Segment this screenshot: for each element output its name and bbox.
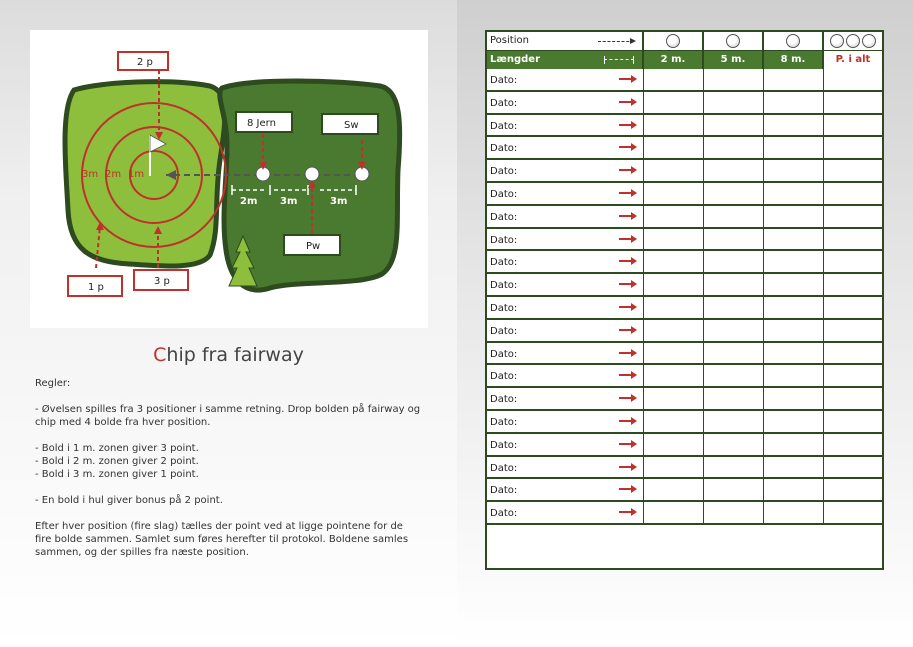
red-arrow-icon (619, 352, 633, 354)
score-cell[interactable] (824, 160, 882, 181)
dashed-arrow-icon (598, 41, 634, 42)
red-arrow-icon (619, 374, 633, 376)
score-cell[interactable] (824, 479, 882, 500)
score-cell[interactable] (644, 69, 704, 90)
score-cell[interactable] (704, 92, 764, 113)
score-cell[interactable] (644, 92, 704, 113)
score-cell[interactable] (704, 320, 764, 341)
date-cell[interactable] (487, 343, 644, 364)
score-cell[interactable] (704, 137, 764, 158)
ball-pw (305, 167, 319, 181)
score-cell[interactable] (704, 388, 764, 409)
position-header-row (487, 32, 882, 51)
distance-label-1: 2m (240, 196, 258, 207)
red-arrow-icon (619, 238, 633, 240)
score-cell[interactable] (644, 479, 704, 500)
date-cell[interactable] (487, 206, 644, 227)
date-cell[interactable] (487, 137, 644, 158)
date-cell[interactable] (487, 502, 644, 523)
score-cell[interactable] (764, 365, 824, 386)
score-cell[interactable] (704, 69, 764, 90)
score-cell[interactable] (644, 320, 704, 341)
score-cell[interactable] (764, 434, 824, 455)
date-label: Dato: (490, 485, 518, 497)
score-cell[interactable] (764, 251, 824, 272)
score-row (487, 502, 882, 525)
date-cell[interactable] (487, 251, 644, 272)
position-label: Position (490, 35, 529, 46)
ring-label-2m: 2m (105, 169, 122, 180)
golf-ball-icon (666, 34, 680, 48)
score-cell[interactable] (764, 274, 824, 295)
score-cell[interactable] (824, 183, 882, 204)
date-label: Dato: (490, 211, 518, 223)
rules-heading: Regler: (35, 378, 71, 389)
label-8jern: 8 Jern (247, 118, 276, 129)
date-cell[interactable] (487, 183, 644, 204)
score-row (487, 115, 882, 138)
golf-ball-icon (846, 34, 860, 48)
date-cell[interactable] (487, 457, 644, 478)
score-table (485, 30, 884, 570)
score-row (487, 274, 882, 297)
label-2p: 2 p (137, 57, 153, 68)
red-arrow-icon (619, 329, 633, 331)
red-arrow-icon (619, 260, 633, 262)
score-cell[interactable] (824, 115, 882, 136)
label-3p: 3 p (154, 276, 170, 287)
date-label: Dato: (490, 508, 518, 520)
label-1p: 1 p (88, 282, 104, 293)
score-cell[interactable] (764, 343, 824, 364)
score-row (487, 479, 882, 502)
score-cell[interactable] (824, 251, 882, 272)
date-label: Dato: (490, 416, 518, 428)
score-row (487, 137, 882, 160)
red-arrow-icon (619, 306, 633, 308)
rules-text (35, 377, 430, 572)
rules-intro: - Øvelsen spilles fra 3 positioner i samme retning. Drop bolden på fairway og chip med 4 bolde fra hver position. (35, 404, 421, 428)
date-label: Dato: (490, 143, 518, 155)
score-cell[interactable] (704, 274, 764, 295)
score-cell[interactable] (824, 365, 882, 386)
red-arrow-icon (619, 78, 633, 80)
score-row (487, 251, 882, 274)
date-label: Dato: (490, 257, 518, 269)
score-cell[interactable] (824, 274, 882, 295)
red-arrow-icon (619, 192, 633, 194)
date-label: Dato: (490, 234, 518, 246)
score-cell[interactable] (764, 411, 824, 432)
date-label: Dato: (490, 97, 518, 109)
score-cell[interactable] (764, 229, 824, 250)
score-cell[interactable] (704, 160, 764, 181)
date-label: Dato: (490, 371, 518, 383)
score-row (487, 434, 882, 457)
date-label: Dato: (490, 280, 518, 292)
red-arrow-icon (619, 215, 633, 217)
date-label: Dato: (490, 325, 518, 337)
score-row (487, 343, 882, 366)
score-cell[interactable] (644, 457, 704, 478)
score-cell[interactable] (764, 479, 824, 500)
date-cell[interactable] (487, 434, 644, 455)
golf-ball-icon (862, 34, 876, 48)
date-label: Dato: (490, 302, 518, 314)
score-row (487, 160, 882, 183)
date-cell[interactable] (487, 411, 644, 432)
score-cell[interactable] (764, 92, 824, 113)
red-arrow-icon (619, 511, 633, 513)
lengths-header-row (487, 51, 882, 69)
distance-label-2: 3m (280, 196, 298, 207)
score-cell[interactable] (644, 388, 704, 409)
rules-points: - Bold i 1 m. zonen giver 3 point. - Bold i 2 m. zonen giver 2 point. - Bold i 3 m. zonen giver 1 point. (35, 443, 199, 480)
score-cell[interactable] (764, 457, 824, 478)
score-cell[interactable] (704, 502, 764, 523)
page-title: Chip fra fairway (153, 344, 304, 366)
score-cell[interactable] (644, 297, 704, 318)
red-arrow-icon (619, 397, 633, 399)
score-cell[interactable] (704, 297, 764, 318)
rules-after: Efter hver position (fire slag) tælles der point ved at ligge pointene for de fire bolde sammen. Samlet sum føres herefter til protokol. Boldene samles sammen, og der spilles fra næste position. (35, 521, 409, 558)
score-cell[interactable] (704, 479, 764, 500)
score-cell[interactable] (824, 320, 882, 341)
ring-label-1m: 1m (128, 169, 145, 180)
score-cell[interactable] (644, 502, 704, 523)
date-cell[interactable] (487, 365, 644, 386)
date-cell[interactable] (487, 115, 644, 136)
score-cell[interactable] (644, 229, 704, 250)
score-cell[interactable] (764, 297, 824, 318)
score-cell[interactable] (704, 206, 764, 227)
score-rows (487, 69, 882, 561)
score-row (487, 229, 882, 252)
date-cell[interactable] (487, 274, 644, 295)
red-arrow-icon (619, 169, 633, 171)
date-cell[interactable] (487, 69, 644, 90)
date-cell[interactable] (487, 160, 644, 181)
score-cell[interactable] (644, 160, 704, 181)
date-cell[interactable] (487, 388, 644, 409)
score-cell[interactable] (704, 115, 764, 136)
score-cell[interactable] (704, 343, 764, 364)
column-5m: 5 m. (720, 54, 746, 65)
ring-label-3m: 3m (82, 169, 99, 180)
golf-ball-icon (830, 34, 844, 48)
date-label: Dato: (490, 166, 518, 178)
column-total: P. i alt (835, 54, 871, 65)
score-cell[interactable] (704, 183, 764, 204)
score-row (487, 365, 882, 388)
score-cell[interactable] (764, 388, 824, 409)
score-cell[interactable] (824, 411, 882, 432)
red-arrow-icon (619, 283, 633, 285)
score-cell[interactable] (644, 411, 704, 432)
score-cell[interactable] (824, 434, 882, 455)
score-cell[interactable] (704, 229, 764, 250)
score-cell[interactable] (764, 137, 824, 158)
score-cell[interactable] (824, 69, 882, 90)
red-arrow-icon (619, 101, 633, 103)
date-label: Dato: (490, 439, 518, 451)
red-arrow-icon (619, 443, 633, 445)
course-diagram (30, 30, 428, 328)
score-cell[interactable] (644, 343, 704, 364)
score-cell[interactable] (644, 183, 704, 204)
date-label: Dato: (490, 348, 518, 360)
score-cell[interactable] (764, 69, 824, 90)
score-cell[interactable] (824, 229, 882, 250)
score-cell[interactable] (824, 137, 882, 158)
red-arrow-icon (619, 466, 633, 468)
score-cell[interactable] (764, 183, 824, 204)
score-row (487, 69, 882, 92)
score-cell[interactable] (824, 206, 882, 227)
date-cell[interactable] (487, 479, 644, 500)
score-cell[interactable] (824, 343, 882, 364)
date-cell[interactable] (487, 92, 644, 113)
golf-ball-icon (786, 34, 800, 48)
score-cell[interactable] (644, 365, 704, 386)
date-label: Dato: (490, 394, 518, 406)
score-cell[interactable] (704, 411, 764, 432)
score-cell[interactable] (704, 251, 764, 272)
score-cell[interactable] (764, 160, 824, 181)
score-cell[interactable] (764, 206, 824, 227)
score-cell[interactable] (644, 251, 704, 272)
empty-notes-area[interactable] (487, 525, 882, 561)
score-cell[interactable] (764, 115, 824, 136)
score-cell[interactable] (644, 137, 704, 158)
score-cell[interactable] (704, 365, 764, 386)
score-cell[interactable] (644, 115, 704, 136)
column-2m: 2 m. (660, 54, 686, 65)
score-cell[interactable] (644, 434, 704, 455)
date-label: Dato: (490, 188, 518, 200)
date-label: Dato: (490, 75, 518, 86)
score-cell[interactable] (824, 92, 882, 113)
column-8m: 8 m. (780, 54, 806, 65)
score-cell[interactable] (764, 502, 824, 523)
score-row (487, 388, 882, 411)
diagram-svg (30, 30, 428, 328)
score-cell[interactable] (764, 320, 824, 341)
score-cell[interactable] (824, 502, 882, 523)
rules-bonus: - En bold i hul giver bonus på 2 point. (35, 495, 223, 506)
score-row (487, 320, 882, 343)
length-marker-icon (604, 59, 634, 60)
red-arrow-icon (619, 146, 633, 148)
score-row (487, 457, 882, 480)
lengths-label: Længder (490, 54, 540, 65)
red-arrow-icon (619, 420, 633, 422)
score-row (487, 297, 882, 320)
golf-ball-icon (726, 34, 740, 48)
date-cell[interactable] (487, 229, 644, 250)
score-cell[interactable] (704, 434, 764, 455)
date-cell[interactable] (487, 320, 644, 341)
score-cell[interactable] (824, 457, 882, 478)
red-arrow-icon (619, 488, 633, 490)
score-row (487, 411, 882, 434)
score-cell[interactable] (644, 206, 704, 227)
red-arrow-icon (619, 124, 633, 126)
score-row (487, 206, 882, 229)
score-cell[interactable] (704, 457, 764, 478)
label-pw: Pw (306, 241, 321, 252)
score-cell[interactable] (644, 274, 704, 295)
date-cell[interactable] (487, 297, 644, 318)
score-row (487, 92, 882, 115)
score-cell[interactable] (824, 297, 882, 318)
score-row (487, 183, 882, 206)
score-cell[interactable] (824, 388, 882, 409)
date-label: Dato: (490, 462, 518, 474)
distance-label-3: 3m (330, 196, 348, 207)
date-label: Dato: (490, 120, 518, 132)
label-sw: Sw (344, 120, 359, 131)
